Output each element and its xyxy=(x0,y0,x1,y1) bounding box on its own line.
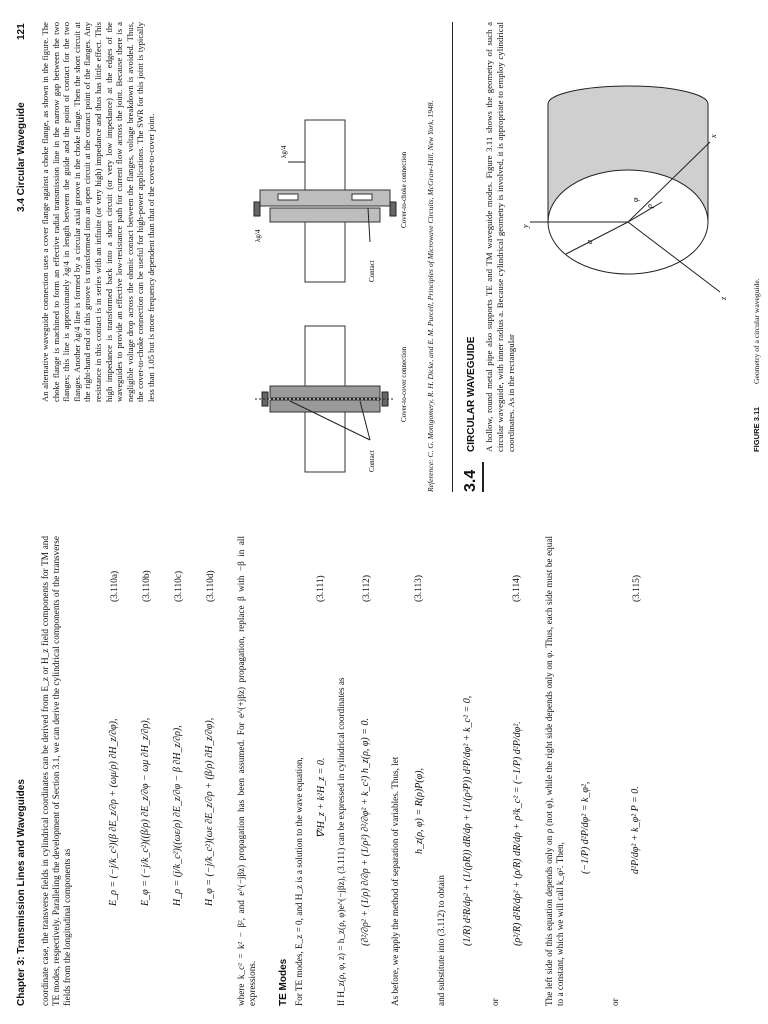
equation-after-3-113: (1/R) d²R/dρ² + (1/(ρR)) dR/dρ + (1/(ρ²P)) d²P/dφ² + k_c² = 0, xyxy=(462,695,473,946)
page-number: 121 xyxy=(16,23,27,40)
te-modes-heading: TE Modes xyxy=(278,958,289,1006)
equation-3-110b: E_φ = (−j/k_c²)((β/ρ) ∂E_z/∂φ − ωμ ∂H_z/∂ρ), xyxy=(140,717,151,906)
equation-3-114: (ρ²/R) d²R/dρ² + (ρ/R) dR/dρ + ρ²k_c² = (−1/P) d²P/dφ². xyxy=(512,721,523,946)
figure-caption: Geometry of a circular waveguide. xyxy=(752,278,761,384)
equation-number-3-110a: (3.110a) xyxy=(110,570,120,602)
equation-number-3-114: (3.114) xyxy=(512,575,522,602)
section-number: 3.4 xyxy=(462,469,479,492)
equation-3-112: (∂²/∂ρ² + (1/ρ) ∂/∂ρ + (1/ρ²) ∂²/∂φ² + k_c²) h_z(ρ, φ) = 0. xyxy=(360,718,371,946)
equation-number-3-113: (3.113) xyxy=(414,575,424,602)
right-page-header: 3.4 Circular Waveguide xyxy=(16,102,27,212)
equation-number-3-110d: (3.110d) xyxy=(206,570,216,602)
equation-3-110c: H_ρ = (j/k_c²)((ωε/ρ) ∂E_z/∂φ − β ∂H_z/∂ρ), xyxy=(172,725,183,906)
equation-3-111: ∇²H_z + k²H_z = 0. xyxy=(316,757,327,838)
phi-label: φ xyxy=(631,197,640,202)
left-side-paragraph: The left side of this equation depends only on ρ (not φ), while the right side depends only on φ. Thus, each side must be equal to a constant, which we will call k_φ². Then, xyxy=(544,536,566,1006)
section-title: CIRCULAR WAVEGUIDE xyxy=(466,336,477,452)
contact-label-2: Contact xyxy=(368,260,376,282)
cover-to-choke-diagram xyxy=(254,120,396,282)
axis-y-label: y xyxy=(521,224,530,228)
equation-number-3-110c: (3.110c) xyxy=(174,570,184,602)
equation-number-3-112: (3.112) xyxy=(362,575,372,602)
equation-3-110d: H_φ = (−j/k_c²)(ωε ∂E_z/∂ρ + (β/ρ) ∂H_z/∂φ), xyxy=(204,717,215,906)
axis-x-label: x xyxy=(709,134,718,138)
equation-3-110a: E_ρ = (−j/k_c²)(β ∂E_z/∂ρ + (ωμ/ρ) ∂H_z/∂φ), xyxy=(108,718,119,906)
left-page-header: Chapter 3: Transmission Lines and Waveguides xyxy=(16,779,27,1006)
equation-number-3-111: (3.111) xyxy=(316,575,326,602)
separation-paragraph: As before, we apply the method of separation of variables. Thus, let xyxy=(390,756,400,1006)
substitute-paragraph: and substitute into (3.112) to obtain xyxy=(436,875,446,1006)
cover-to-choke-label: Cover-to-choke connection xyxy=(400,151,408,228)
cover-to-cover-label: Cover-to-cover connection xyxy=(400,346,408,422)
axis-z-label: z xyxy=(719,296,728,300)
section-rule xyxy=(452,22,453,492)
equation-3-113: h_z(ρ, φ) = R(ρ)P(φ), xyxy=(414,767,425,854)
or-text-2: or xyxy=(610,998,620,1006)
radius-a-label: a xyxy=(585,240,594,244)
equation-kphi: (−1/P) d²P/dφ² = k_φ², xyxy=(580,781,591,874)
circular-waveguide-figure xyxy=(520,72,750,352)
or-text-1: or xyxy=(490,998,500,1006)
section-number-underline xyxy=(482,462,484,492)
intro-paragraph: coordinate case, the transverse fields in cylindrical coordinates can be derived from E_z or H_z field components for TM and TE modes, respectively. Paralleling the development of Section 3.1, we can derive the cylindrical components of the transverse fields from the longitudinal components as xyxy=(40,536,73,1006)
left-page xyxy=(0,512,768,1024)
equation-number-3-115: (3.115) xyxy=(632,575,642,602)
te-paragraph: For TE modes, E_z = 0, and H_z is a solution to the wave equation, xyxy=(294,757,304,1006)
where-paragraph: where k_c² = k² − β², and e^(−jβz) propagation has been assumed. For e^(+jβz) propagation, replace β with −β in all expressions. xyxy=(236,536,258,1006)
lambda-g-4-label-1: λg/4 xyxy=(280,145,288,158)
figure-label: FIGURE 3.11 xyxy=(752,406,761,452)
lambda-g-4-label-2: λg/4 xyxy=(254,229,262,242)
rho-label: ρ xyxy=(645,204,654,208)
equation-3-115: d²P/dφ² + k_φ² P = 0. xyxy=(630,786,641,874)
circular-waveguide-paragraph: A hollow, round metal pipe also supports TE and TM waveguide modes. Figure 3.11 shows the geometry of such a circular waveguide, with inner radius a. Because cylindrical geometry is involved, it is appropriate to employ cylindrical coordinates. As in the rectangular xyxy=(484,22,516,452)
equation-number-3-110b: (3.110b) xyxy=(142,570,152,602)
contact-label-1: Contact xyxy=(368,450,376,472)
reference-note: Reference: C. G. Montgomery, R. H. Dicke, and E. M. Purcell, Principles of Microwave Circuits, McGraw-Hill, New York, 1948. xyxy=(426,100,435,492)
flange-connections-figure xyxy=(250,22,420,492)
choke-flange-paragraph: An alternative waveguide connection uses a cover flange against a choke flange, as shown in the figure. The choke flange is machined to form an effective radial transmission line in the narrow gap between the two flanges; this line is approximately λg/4 in length between the guide and the point of contact for the two flanges. Another λg/4 line is formed by a circular axial groove in the choke flange. Then the short circuit at the right-hand end of this groove is transformed into an open circuit at the contact point of the flanges. Any resistance in this contact is in series with an infinite (or very high) impedance and thus has little effect. This high impedance is transformed back into a short circuit (or very low impedance) at the edges of the waveguides to provide an effective low-resistance path for current flow across the joint. Because there is a negligible voltage drop across the ohmic contact between the flanges, voltage breakdown is avoided. Thus, the cover-to-choke connection can be useful for high-power applications. The SWR for this joint is typically less than 1.05 but is more frequency dependent than that of the cover-to-cover joint. xyxy=(40,22,156,402)
if-paragraph: If H_z(ρ, φ, z) = h_z(ρ, φ)e^(−jβz), (3.111) can be expressed in cylindrical coordinates as xyxy=(336,677,346,1006)
